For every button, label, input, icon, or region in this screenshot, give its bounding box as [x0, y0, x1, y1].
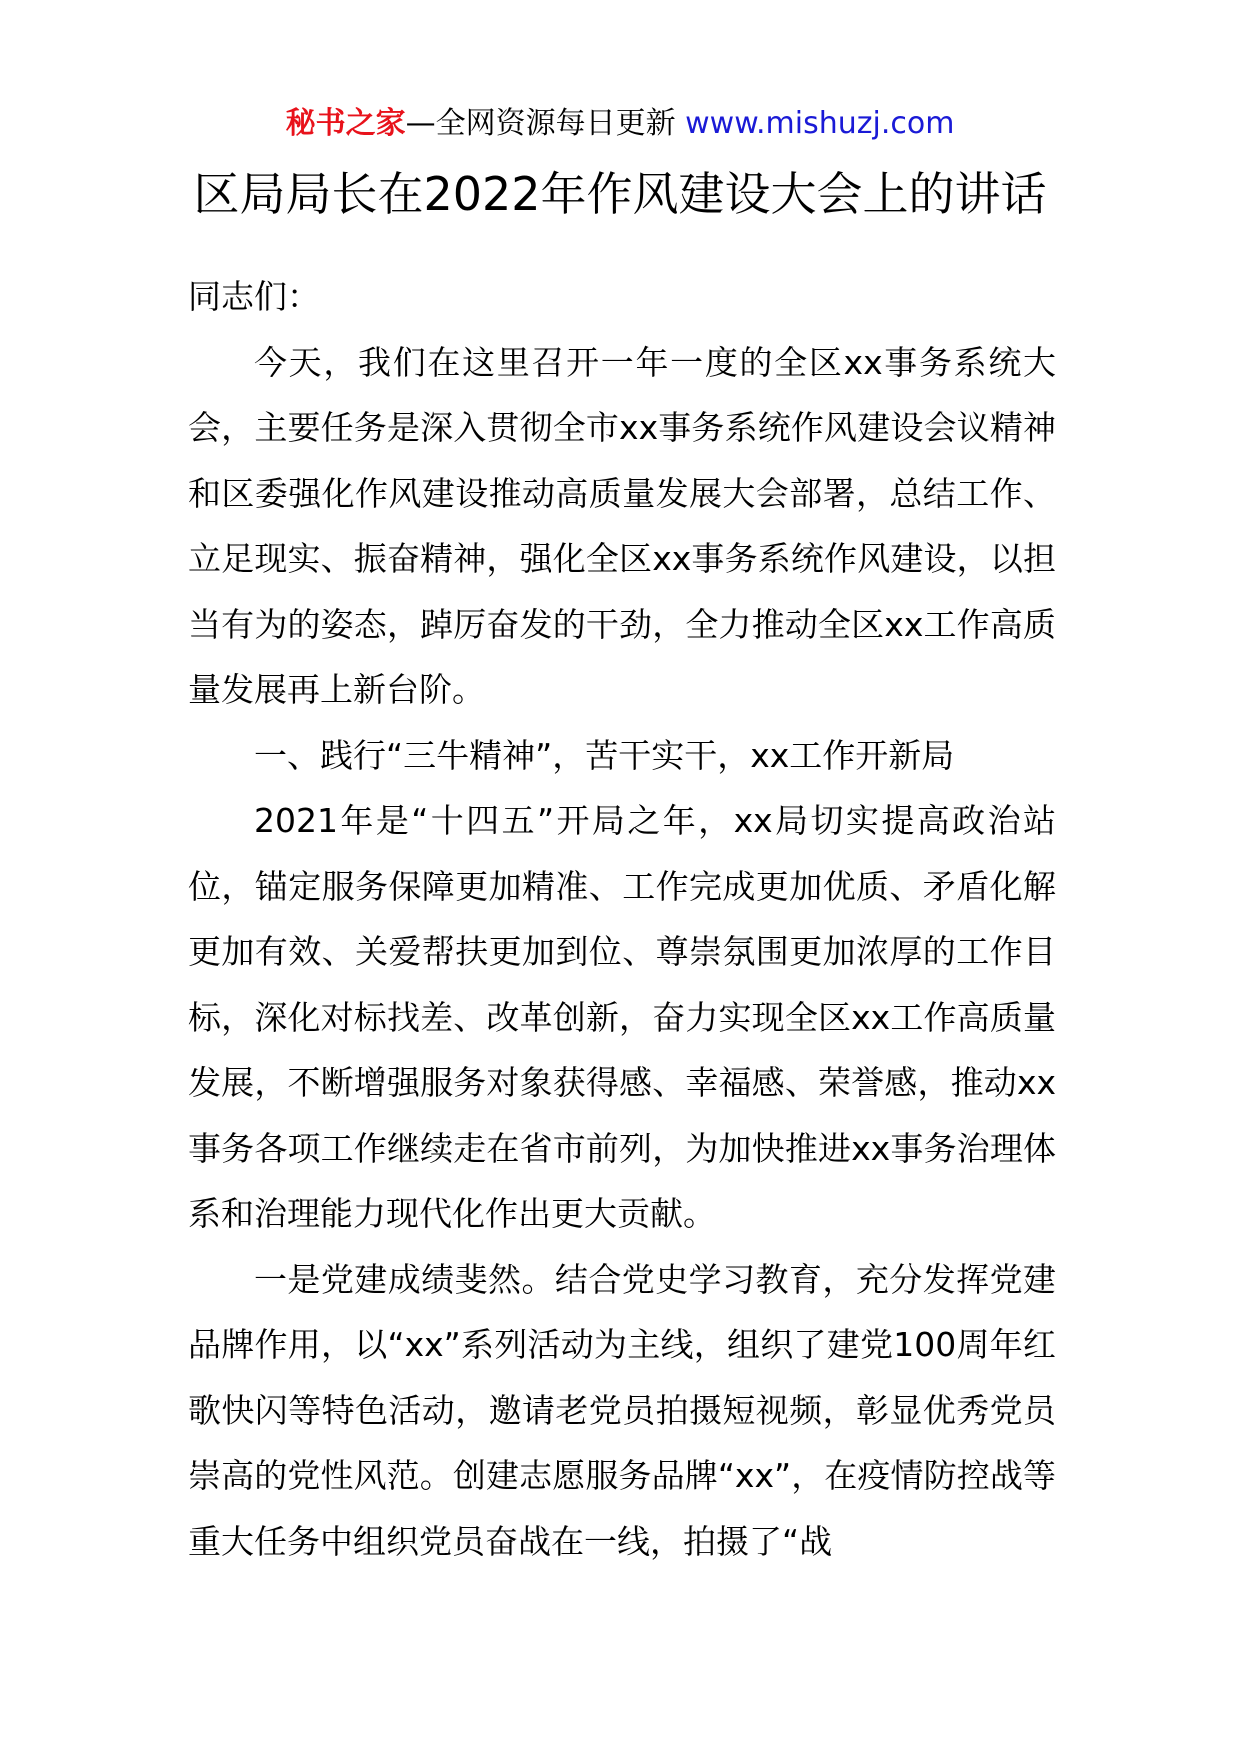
document-title: 区局局长在2022年作风建设大会上的讲话: [193, 167, 1047, 221]
paragraph-intro: 今天，我们在这里召开一年一度的全区xx事务系统大会，主要任务是深入贯彻全市xx事务系统作风建设会议精神和区委强化作风建设推动高质量发展大会部署，总结工作、立足现实、振奋精神，强化全区xx事务系统作风建设，以担当有为的姿态，踔厉奋发的干劲，全力推动全区xx工作高质量发展再上新台阶。: [188, 342, 1056, 709]
site-brand: 秘书之家: [285, 106, 406, 141]
paragraph-party-building: 一是党建成绩斐然。结合党史学习教育，充分发挥党建品牌作用，以“xx”系列活动为主线，组织了建党100周年红歌快闪等特色活动，邀请老党员拍摄短视频，彰显优秀党员崇高的党性风范。创建志愿服务品牌“xx”，在疫情防控战等重大任务中组织党员奋战在一线，拍摄了“战: [188, 1259, 1056, 1561]
paragraph-2021-summary: 2021年是“十四五”开局之年，xx局切实提高政治站位，锚定服务保障更加精准、工作完成更加优质、矛盾化解更加有效、关爱帮扶更加到位、尊崇氛围更加浓厚的工作目标，深化对标找差、改革创新，奋力实现全区xx工作高质量发展，不断增强服务对象获得感、幸福感、荣誉感，推动xx事务各项工作继续走在省市前列，为加快推进xx事务治理体系和治理能力现代化作出更大贡献。: [188, 801, 1056, 1233]
section-heading-1: 一、践行“三牛精神”，苦干实干，xx工作开新局: [254, 735, 955, 775]
site-slogan: —全网资源每日更新: [405, 106, 676, 141]
site-url[interactable]: www.mishuzj.com: [685, 106, 955, 141]
salutation: 同志们：: [188, 277, 320, 316]
site-header: [0, 104, 1240, 144]
document-body: [188, 264, 1056, 1574]
